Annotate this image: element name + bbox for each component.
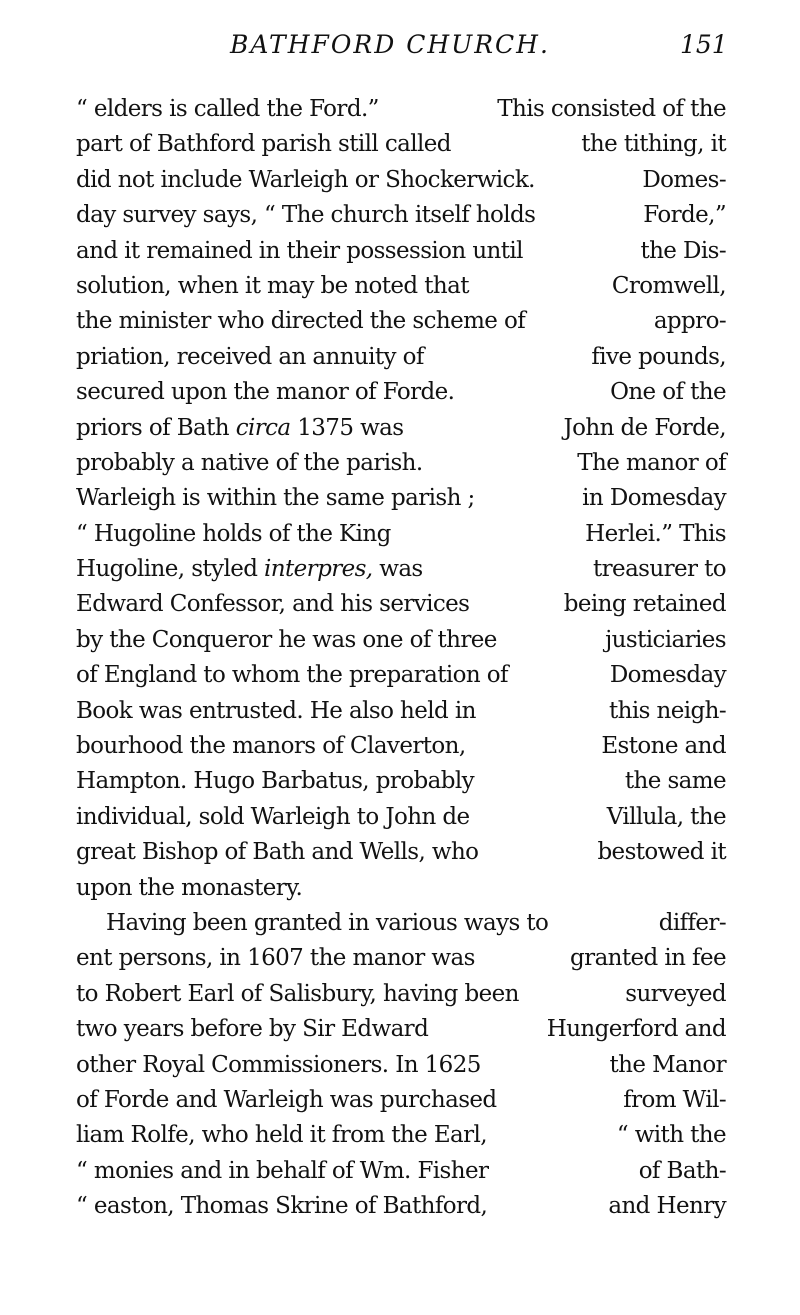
text-line-end: the tithing, it [581, 131, 726, 158]
text-line-start: day survey says, “ The church itself holds [76, 202, 536, 229]
text-line [76, 1118, 726, 1153]
text-line-start: and it remained in their possession until [76, 237, 523, 264]
text-line [76, 1048, 726, 1083]
text-line [76, 375, 726, 410]
text-line-end: Hungerford and [546, 1016, 726, 1043]
text-line-start: “ easton, Thomas Skrine of Bathford, [76, 1193, 488, 1220]
text-line [76, 269, 726, 304]
text-line-start: did not include Warleigh or Shockerwick. [76, 166, 535, 193]
paragraph-2 [76, 906, 726, 1225]
text-line-end: justiciaries [605, 626, 726, 653]
text-line-start: by the Conqueror he was one of three [76, 626, 497, 653]
text-line-start: Edward Confessor, and his services [76, 591, 470, 618]
text-line [76, 906, 726, 941]
text-line [76, 163, 726, 198]
text-line [76, 517, 726, 552]
text-line-start: Hampton. Hugo Barbatus, probably [76, 768, 474, 795]
text-line-start: of England to whom the preparation of [76, 662, 508, 689]
text-line [76, 658, 726, 693]
text-line [76, 835, 726, 870]
text-line-end: differ- [658, 909, 726, 936]
text-line-end: the Manor [609, 1051, 726, 1078]
text-line [76, 729, 726, 764]
text-line-end: Estone and [601, 733, 726, 760]
text-line-end: treasurer to [593, 556, 726, 583]
text-line-start: part of Bathford parish still called [76, 131, 451, 158]
text-line-end: bestowed it [597, 839, 726, 866]
text-line-start: “ monies and in behalf of Wm. Fisher [76, 1157, 489, 1184]
text-line [76, 977, 726, 1012]
text-line [76, 127, 726, 162]
text-line [76, 941, 726, 976]
text-line-start: to Robert Earl of Salisbury, having been [76, 980, 519, 1007]
text-line-start: two years before by Sir Edward [76, 1016, 429, 1043]
text-line-start: “ Hugoline holds of the King [76, 520, 391, 547]
text-line-end: One of the [610, 379, 726, 406]
text-line-end: granted in fee [570, 945, 726, 972]
text-line [76, 198, 726, 233]
text-line [76, 234, 726, 269]
text-line-end: appro- [653, 308, 726, 335]
text-line-end: the Dis- [640, 237, 726, 264]
text-line [76, 1189, 726, 1224]
body-text [76, 92, 726, 1225]
text-line-start: great Bishop of Bath and Wells, who [76, 839, 479, 866]
text-line-end: in Domesday [582, 485, 726, 512]
text-line-end: being retained [563, 591, 726, 618]
text-line-end: This consisted of the [497, 96, 726, 122]
paragraph-1 [76, 92, 726, 906]
text-line [76, 446, 726, 481]
text-line-end: and Henry [608, 1193, 726, 1220]
text-line-start: Warleigh is within the same parish ; [76, 485, 475, 512]
text-line [76, 1154, 726, 1189]
text-line-end: Domes- [642, 166, 726, 193]
text-line-end: of Bath- [638, 1157, 726, 1184]
text-line-end: this neigh- [608, 697, 726, 724]
text-line [76, 764, 726, 799]
text-line [76, 623, 726, 658]
text-line-start: priation, received an annuity of [76, 343, 424, 370]
text-line-end: from Wil- [623, 1086, 726, 1113]
text-line [76, 304, 726, 339]
text-line [76, 587, 726, 622]
text-line-start: Hugoline, styled interpres, was [76, 556, 423, 583]
text-line-start: Having been granted in various ways to [106, 909, 549, 936]
text-line-end: the same [624, 768, 726, 795]
text-line-start: Book was entrusted. He also held in [76, 697, 476, 724]
text-line-end: surveyed [625, 980, 726, 1007]
running-title: BATHFORD CHURCH. [230, 30, 550, 59]
text-line-end: Domesday [609, 662, 726, 689]
text-line-start: priors of Bath circa 1375 was [76, 414, 404, 441]
text-line-start: ent persons, in 1607 the manor was [76, 945, 475, 972]
text-line-start: probably a native of the parish. [76, 449, 423, 476]
text-line-start: other Royal Commissioners. In 1625 [76, 1051, 481, 1078]
text-line [76, 411, 726, 446]
text-line [76, 694, 726, 729]
text-line-start: individual, sold Warleigh to John de [76, 803, 470, 830]
text-line-start: secured upon the manor of Forde. [76, 379, 455, 406]
text-line-start: the minister who directed the scheme of [76, 308, 526, 335]
text-line [76, 800, 726, 835]
text-line-end: Forde,” [643, 202, 726, 229]
text-line-start: “ elders is called the Ford.” [76, 96, 379, 122]
text-line [76, 552, 726, 587]
text-line-end: Cromwell, [611, 272, 726, 299]
text-line-start: of Forde and Warleigh was purchased [76, 1086, 497, 1113]
text-line-start: upon the monastery. [76, 874, 303, 901]
text-line-start: liam Rolfe, who held it from the Earl, [76, 1122, 488, 1149]
text-line [76, 1083, 726, 1118]
text-line [76, 481, 726, 516]
text-line-end: The manor of [577, 449, 726, 476]
text-line-start: bourhood the manors of Claverton, [76, 733, 466, 760]
text-line-end: Villula, the [606, 803, 726, 830]
text-line-start: solution, when it may be noted that [76, 272, 469, 299]
text-line-end: “ with the [616, 1122, 726, 1149]
text-line-end: five pounds, [591, 343, 726, 370]
text-line-end: Herlei.” This [585, 520, 726, 547]
text-line [76, 871, 726, 906]
running-head [0, 30, 800, 64]
text-line [76, 1012, 726, 1047]
page-number: 151 [680, 30, 728, 59]
text-line-end: John de Forde, [563, 414, 726, 441]
text-line [76, 340, 726, 375]
text-line [76, 92, 726, 127]
